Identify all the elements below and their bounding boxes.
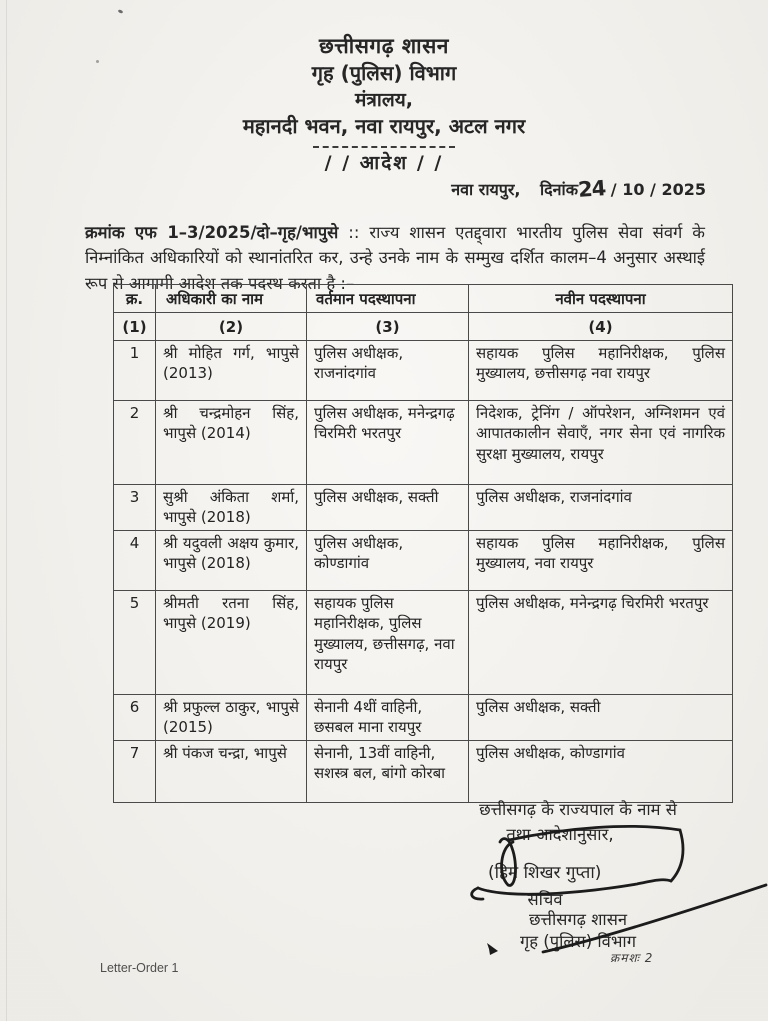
new-posting: पुलिस अधीक्षक, कोण्डागांव [469, 740, 733, 802]
current-posting: पुलिस अधीक्षक, सक्ती [307, 484, 469, 530]
signature-loop [500, 839, 515, 886]
new-posting: पुलिस अधीक्षक, मनेन्द्रगढ़ चिरमिरी भरतपुर [469, 590, 733, 694]
current-posting: पुलिस अधीक्षक, कोण्डागांव [307, 530, 469, 590]
date-rest: / 10 / 2025 [610, 180, 706, 199]
officer-name: श्री पंकज चन्द्रा, भापुसे [156, 740, 307, 802]
reference-separator: :: [348, 222, 360, 242]
signatory-designation: सचिव [527, 890, 563, 909]
table-row [114, 590, 733, 694]
handwritten-signature [455, 812, 768, 967]
header-divider [313, 146, 455, 148]
table-row [114, 484, 733, 530]
handwritten-date-day: 24 [577, 176, 607, 202]
table-row [114, 740, 733, 802]
transfer-table [113, 284, 733, 803]
current-posting: पुलिस अधीक्षक, राजनांदगांव [307, 340, 469, 400]
signatory-org-line-2: गृह (पुलिस) विभाग [519, 932, 636, 951]
colnum-2: (2) [156, 313, 307, 341]
officer-name: श्री चन्द्रमोहन सिंह, भापुसे (2014) [156, 400, 307, 484]
letterhead [0, 33, 768, 175]
officer-name: श्री मोहित गर्ग, भापुसे (2013) [156, 340, 307, 400]
officer-name: श्री यदुवली अक्षय कुमार, भापुसे (2018) [156, 530, 307, 590]
signatory-name: (हिम शिखर गुप्ता) [488, 863, 602, 883]
scan-speck [118, 9, 124, 14]
table-row [114, 530, 733, 590]
continuation-marker: क्रमशः 2 [610, 951, 654, 965]
new-posting: पुलिस अधीक्षक, सक्ती [469, 694, 733, 740]
footer-file-label: Letter-Order 1 [100, 961, 179, 975]
department-name: गृह (पुलिस) विभाग [311, 61, 457, 85]
signatory-org-line-1: छत्तीसगढ़ शासन [528, 910, 628, 929]
new-posting: सहायक पुलिस महानिरीक्षक, पुलिस मुख्यालय, छत्तीसगढ़ नवा रायपुर [469, 340, 733, 400]
authority-line-1: छत्तीसगढ़ के राज्यपाल के नाम से [479, 800, 677, 819]
table-header-row [114, 285, 733, 313]
table-row [114, 400, 733, 484]
place-date-line [451, 176, 706, 200]
colnum-3: (3) [307, 313, 469, 341]
signature-top-stroke [509, 826, 683, 881]
row-sno: 6 [114, 694, 156, 740]
header-current-posting: वर्तमान पदस्थापना [307, 285, 469, 313]
current-posting: सेनानी, 13वीं वाहिनी, सशस्त्र बल, बांगो कोरबा [307, 740, 469, 802]
row-sno: 2 [114, 400, 156, 484]
table-row [114, 694, 733, 740]
header-officer-name: अधिकारी का नाम [156, 285, 307, 313]
row-sno: 4 [114, 530, 156, 590]
current-posting: सहायक पुलिस महानिरीक्षक, पुलिस मुख्यालय, छत्तीसगढ़, नवा रायपुर [307, 590, 469, 694]
colnum-4: (4) [469, 313, 733, 341]
authority-line-2: तथा आदेशानुसार, [506, 825, 614, 844]
current-posting: सेनानी 4थीं वाहिनी, छसबल माना रायपुर [307, 694, 469, 740]
officer-name: श्री प्रफुल्ल ठाकुर, भापुसे (2015) [156, 694, 307, 740]
intro-body-text: राज्य शासन एतद्द्वारा भारतीय पुलिस सेवा संवर्ग के निम्नांकित अधिकारियों को स्थानांतरित कर, उन्हे उनके नाम के सम्मुख दर्शित कालम–4 अनुसार अस्थाई रूप से आगामी आदेश तक पदस्थ करता है :– [85, 222, 705, 293]
table-row [114, 340, 733, 400]
officer-name: सुश्री अंकिता शर्मा, भापुसे (2018) [156, 484, 307, 530]
ministry-line: मंत्रालय, [355, 89, 413, 111]
row-sno: 1 [114, 340, 156, 400]
colnum-1: (1) [114, 313, 156, 341]
order-title: / / आदेश / / [324, 152, 444, 174]
current-posting: पुलिस अधीक्षक, मनेन्द्रगढ़ चिरमिरी भरतपुर [307, 400, 469, 484]
ink-blot [487, 943, 498, 955]
new-posting: पुलिस अधीक्षक, राजनांदगांव [469, 484, 733, 530]
table-colnum-row [114, 313, 733, 341]
new-posting: निदेशक, ट्रेनिंग / ऑपरेशन, अग्निशमन एवं आपातकालीन सेवाएँ, नगर सेना एवं नागरिक सुरक्षा मुख्यालय, रायपुर [469, 400, 733, 484]
row-sno: 3 [114, 484, 156, 530]
order-reference-number: क्रमांक एफ 1–3/2025/दो–गृह/भापुसे [85, 222, 339, 242]
header-new-posting: नवीन पदस्थापना [469, 285, 733, 313]
address-line: महानदी भवन, नवा रायपुर, अटल नगर [242, 114, 526, 138]
new-posting: सहायक पुलिस महानिरीक्षक, पुलिस मुख्यालय, नवा रायपुर [469, 530, 733, 590]
row-sno: 7 [114, 740, 156, 802]
signature-flourish-diagonal [543, 885, 766, 952]
date-label: दिनांक [540, 180, 578, 199]
government-name: छत्तीसगढ़ शासन [319, 34, 449, 58]
officer-name: श्रीमती रतना सिंह, भापुसे (2019) [156, 590, 307, 694]
place-text: नवा रायपुर, [451, 180, 521, 199]
row-sno: 5 [114, 590, 156, 694]
header-sno: क्र. [114, 285, 156, 313]
